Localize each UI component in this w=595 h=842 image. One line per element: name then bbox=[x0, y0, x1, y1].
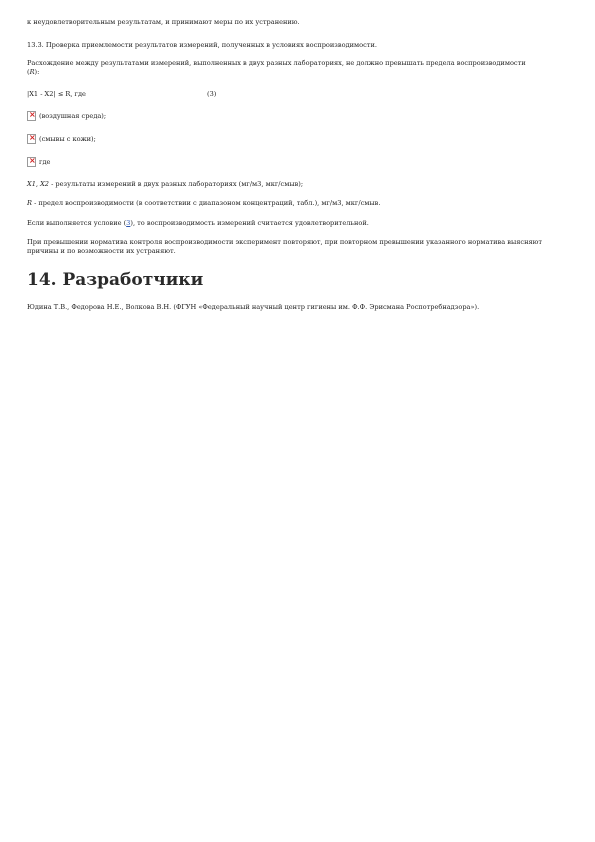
broken-image-icon bbox=[27, 134, 36, 144]
formula-3 bbox=[27, 90, 217, 98]
text-fragment: ): bbox=[34, 68, 40, 76]
variable-x1-x2: X1, X2 bbox=[27, 180, 49, 188]
image-caption: (воздушная среда); bbox=[39, 112, 107, 120]
paragraph-exceeding: При превышении норматива контроля воспроизводимости эксперимент повторяют, при повторном превышении указанного норматива выясняют причины и по возможности их устраняют. bbox=[27, 238, 543, 255]
variable-r: R bbox=[27, 199, 32, 207]
paragraph-developers: Юдина Т.В., Федорова Н.Е., Волкова В.Н. (ФГУН «Федеральный научный центр гигиены им. Ф.Ф. Эрисмана Роспотребнадзора»). bbox=[27, 303, 480, 311]
text-fragment: Если выполняется условие ( bbox=[27, 219, 127, 227]
formula-image-row-air bbox=[27, 111, 106, 121]
formula-number: (3) bbox=[207, 90, 217, 98]
broken-image-icon bbox=[27, 111, 36, 121]
formula-image-row-skin bbox=[27, 134, 96, 144]
text-fragment: - результаты измерений в двух разных лабораториях (мг/м3, мкг/смыв); bbox=[48, 180, 304, 188]
variable-r: R bbox=[29, 68, 35, 76]
broken-image-icon bbox=[27, 157, 36, 167]
image-caption: (смывы с кожи); bbox=[39, 135, 96, 143]
paragraph-r-definition bbox=[27, 199, 380, 208]
paragraph-reproducibility-limit bbox=[27, 59, 527, 77]
formula-expression: |X1 - X2| ≤ R, где bbox=[27, 90, 86, 98]
paragraph-continuation: к неудовлетворительным результатам, и принимают меры по их устранению. bbox=[27, 18, 300, 26]
text-fragment: ), то воспроизводимость измерений считается удовлетворительной. bbox=[130, 219, 369, 227]
text-fragment: Расхождение между результатами измерений, выполненных в двух разных лабораториях, не должно превышать предела воспроизводимости ( bbox=[27, 59, 526, 76]
section-heading: 14. Разработчики bbox=[27, 270, 204, 290]
paragraph-condition bbox=[27, 219, 369, 228]
paragraph-section-13-3: 13.3. Проверка приемлемости результатов измерений, полученных в условиях воспроизводимости. bbox=[27, 41, 377, 49]
text-fragment: - предел воспроизводимости (в соответствии с диапазоном концентраций, табл.), мг/м3, мкг/смыв. bbox=[31, 199, 381, 207]
formula-link[interactable]: 3 bbox=[126, 219, 131, 227]
formula-image-row-where bbox=[27, 157, 50, 167]
paragraph-x-definition bbox=[27, 180, 303, 189]
image-caption: где bbox=[39, 158, 51, 166]
